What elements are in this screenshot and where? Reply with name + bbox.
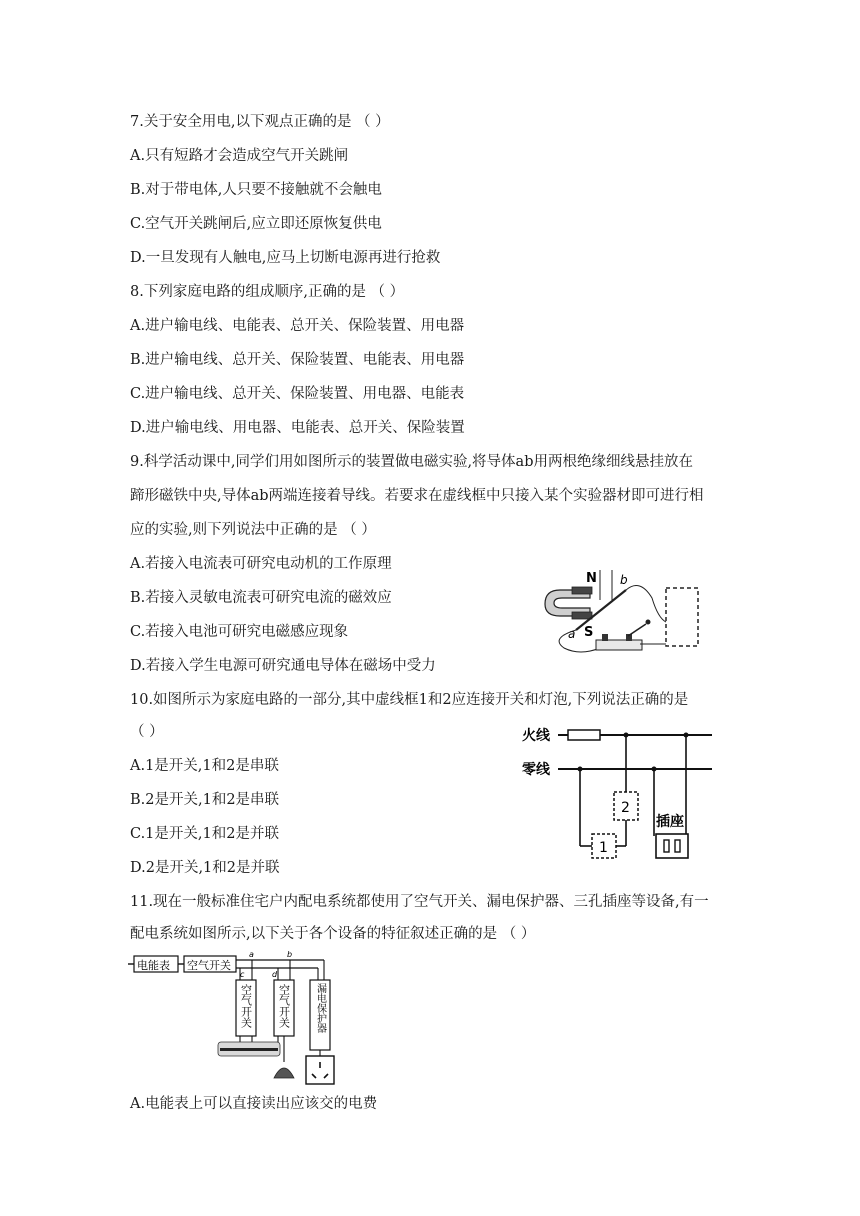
empty-dashed-box <box>666 588 698 646</box>
q7-option-c: C.空气开关跳闸后,应立即还原恢复供电 <box>130 216 382 232</box>
q9-option-c: C.若接入电池可研究电磁感应现象 <box>130 624 349 640</box>
q10-stem-line-1: 10.如图所示为家庭电路的一部分,其中虚线框1和2应连接开关和灯泡,下列说法正确的是 <box>130 692 689 708</box>
q9-option-a: A.若接入电流表可研究电动机的工作原理 <box>130 556 392 572</box>
q11-stem-line-1: 11.现在一般标准住宅户内配电系统都使用了空气开关、漏电保护器、三孔插座等设备,有一 <box>130 894 709 910</box>
breaker-1-label: 空气开关 <box>239 984 253 1028</box>
breaker-2-label: 空气开关 <box>277 984 291 1028</box>
box-2-label: 2 <box>621 800 630 816</box>
q8-stem: 8.下列家庭电路的组成顺序,正确的是 （ ） <box>130 284 405 300</box>
q9-stem-line-3: 应的实验,则下列说法中正确的是 （ ） <box>130 522 376 538</box>
q8-option-d: D.进户输电线、用电器、电能表、总开关、保险装置 <box>130 420 465 436</box>
box-1-label: 1 <box>599 840 608 856</box>
q11-option-a: A.电能表上可以直接读出应该交的电费 <box>130 1096 378 1112</box>
household-circuit-figure <box>518 720 718 865</box>
pole-n-label: N <box>586 571 597 586</box>
lamp-icon <box>274 1068 294 1078</box>
socket-label: 插座 <box>656 814 684 830</box>
q7-option-b: B.对于带电体,人只要不接触就不会触电 <box>130 182 382 198</box>
end-b-label: b <box>620 573 628 587</box>
point-a-label: a <box>249 950 254 959</box>
rcd-label: 漏电保护器 <box>314 983 326 1033</box>
q9-stem-line-1: 9.科学活动课中,同学们用如图所示的装置做电磁实验,将导体ab用两根绝缘细线悬挂放在 <box>130 454 693 470</box>
q10-stem-line-2: （ ） <box>130 724 164 740</box>
three-hole-socket-icon <box>306 1056 334 1084</box>
q9-stem-line-2: 蹄形磁铁中央,导体ab两端连接着导线。若要求在虚线框中只接入某个实验器材即可进行相 <box>130 488 704 504</box>
q8-option-c: C.进户输电线、总开关、保险装置、用电器、电能表 <box>130 386 465 402</box>
q8-option-a: A.进户输电线、电能表、总开关、保险装置、用电器 <box>130 318 465 334</box>
pole-s-label: S <box>584 625 594 640</box>
q9-option-b: B.若接入灵敏电流表可研究电流的磁效应 <box>130 590 392 606</box>
electromagnet-experiment-figure <box>540 568 710 658</box>
socket-icon <box>656 834 688 858</box>
q7-option-d: D.一旦发现有人触电,应马上切断电源再进行抢救 <box>130 250 441 266</box>
meter-label: 电能表 <box>137 959 170 972</box>
q10-option-b: B.2是开关,1和2是串联 <box>130 792 280 808</box>
end-a-label: a <box>568 627 576 641</box>
point-b-label: b <box>287 950 293 959</box>
q10-option-a: A.1是开关,1和2是串联 <box>130 758 279 774</box>
q11-stem-line-2: 配电系统如图所示,以下关于各个设备的特征叙述正确的是 （ ） <box>130 926 536 942</box>
air-conditioner-icon <box>218 1042 280 1056</box>
knife-switch <box>596 640 642 650</box>
point-d-label: d <box>272 970 278 979</box>
q9-option-d: D.若接入学生电源可研究通电导体在磁场中受力 <box>130 658 436 674</box>
main-breaker-label: 空气开关 <box>187 959 231 972</box>
q7-stem: 7.关于安全用电,以下观点正确的是 （ ） <box>130 114 390 130</box>
q8-option-b: B.进户输电线、总开关、保险装置、电能表、用电器 <box>130 352 465 368</box>
distribution-system-figure <box>128 950 358 1090</box>
q10-option-c: C.1是开关,1和2是并联 <box>130 826 279 842</box>
point-c-label: c <box>240 970 245 979</box>
q10-option-d: D.2是开关,1和2是并联 <box>130 860 280 876</box>
q7-option-a: A.只有短路才会造成空气开关跳闸 <box>130 148 349 164</box>
neutral-wire-label: 零线 <box>522 762 550 778</box>
fuse <box>568 730 600 740</box>
live-wire-label: 火线 <box>522 728 550 744</box>
